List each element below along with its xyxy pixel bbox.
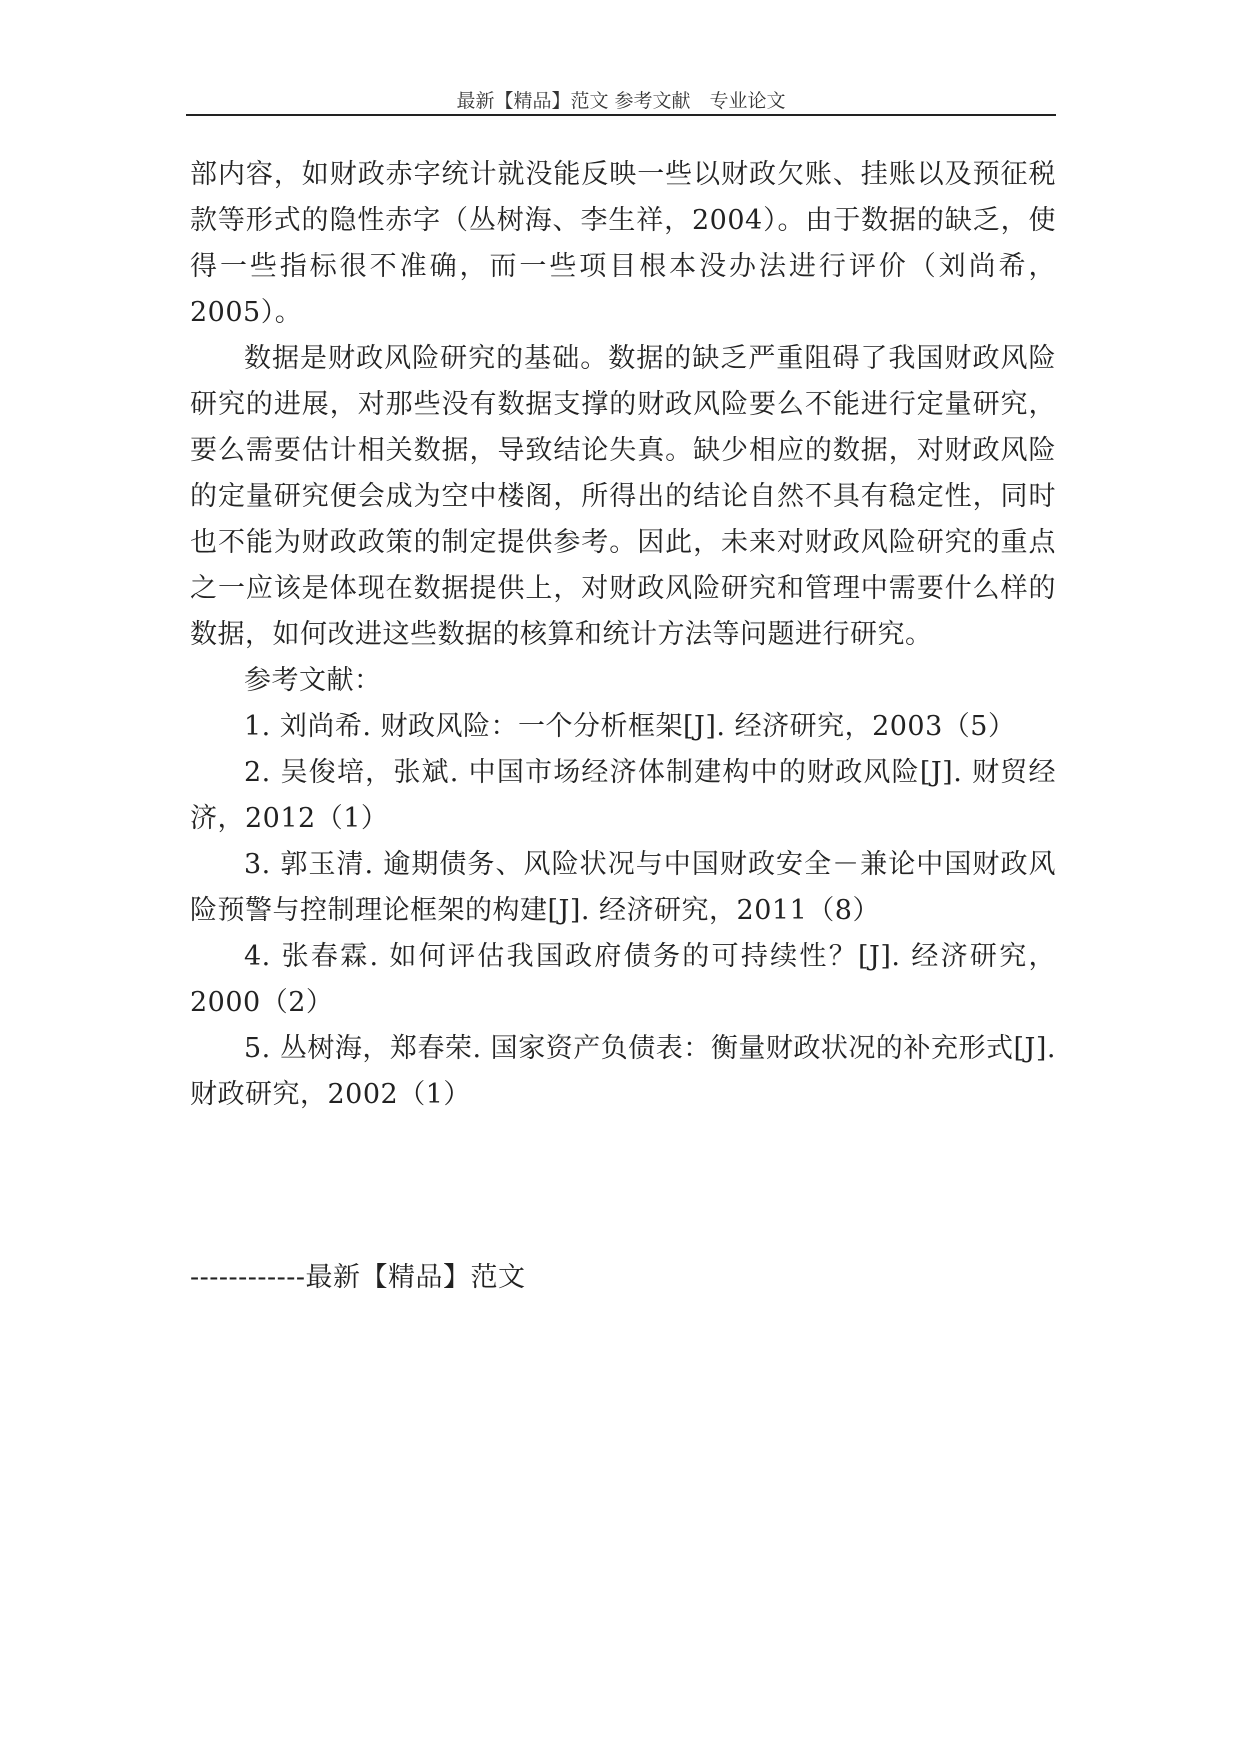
paragraph-continued: 部内容，如财政赤字统计就没能反映一些以财政欠账、挂账以及预征税款等形式的隐性赤字（丛树海、李生祥，2004）。由于数据的缺乏，使得一些指标很不准确，而一些项目根本没办法进行评价（刘尚希，2005）。 xyxy=(190,159,1056,328)
reference-item: 5. 丛树海，郑春荣. 国家资产负债表：衡量财政状况的补充形式[J]. 财政研究，2002（1） xyxy=(190,1033,1056,1110)
page-header: 最新【精品】范文 参考文献 专业论文 xyxy=(456,90,786,112)
references-title: 参考文献： xyxy=(244,665,382,696)
reference-item: 1. 刘尚希. 财政风险：一个分析框架[J]. 经济研究，2003（5） xyxy=(244,711,1016,742)
reference-item: 3. 郭玉清. 逾期债务、风险状况与中国财政安全－兼论中国财政风险预警与控制理论框架的构建[J]. 经济研究，2011（8） xyxy=(190,849,1056,926)
document-body xyxy=(190,152,1056,1118)
reference-item: 4. 张春霖. 如何评估我国政府债务的可持续性？[J]. 经济研究，2000（2） xyxy=(190,941,1056,1018)
page-footer: ------------最新【精品】范文 xyxy=(190,1262,526,1293)
paragraph-data-importance: 数据是财政风险研究的基础。数据的缺乏严重阻碍了我国财政风险研究的进展，对那些没有数据支撑的财政风险要么不能进行定量研究，要么需要估计相关数据，导致结论失真。缺少相应的数据，对财政风险的定量研究便会成为空中楼阁，所得出的结论自然不具有稳定性，同时也不能为财政政策的制定提供参考。因此，未来对财政风险研究的重点之一应该是体现在数据提供上，对财政风险研究和管理中需要什么样的数据，如何改进这些数据的核算和统计方法等问题进行研究。 xyxy=(190,343,1056,650)
reference-item: 2. 吴俊培，张斌. 中国市场经济体制建构中的财政风险[J]. 财贸经济，2012（1） xyxy=(190,757,1056,834)
references-section xyxy=(190,658,1056,1118)
header-divider xyxy=(186,114,1056,116)
